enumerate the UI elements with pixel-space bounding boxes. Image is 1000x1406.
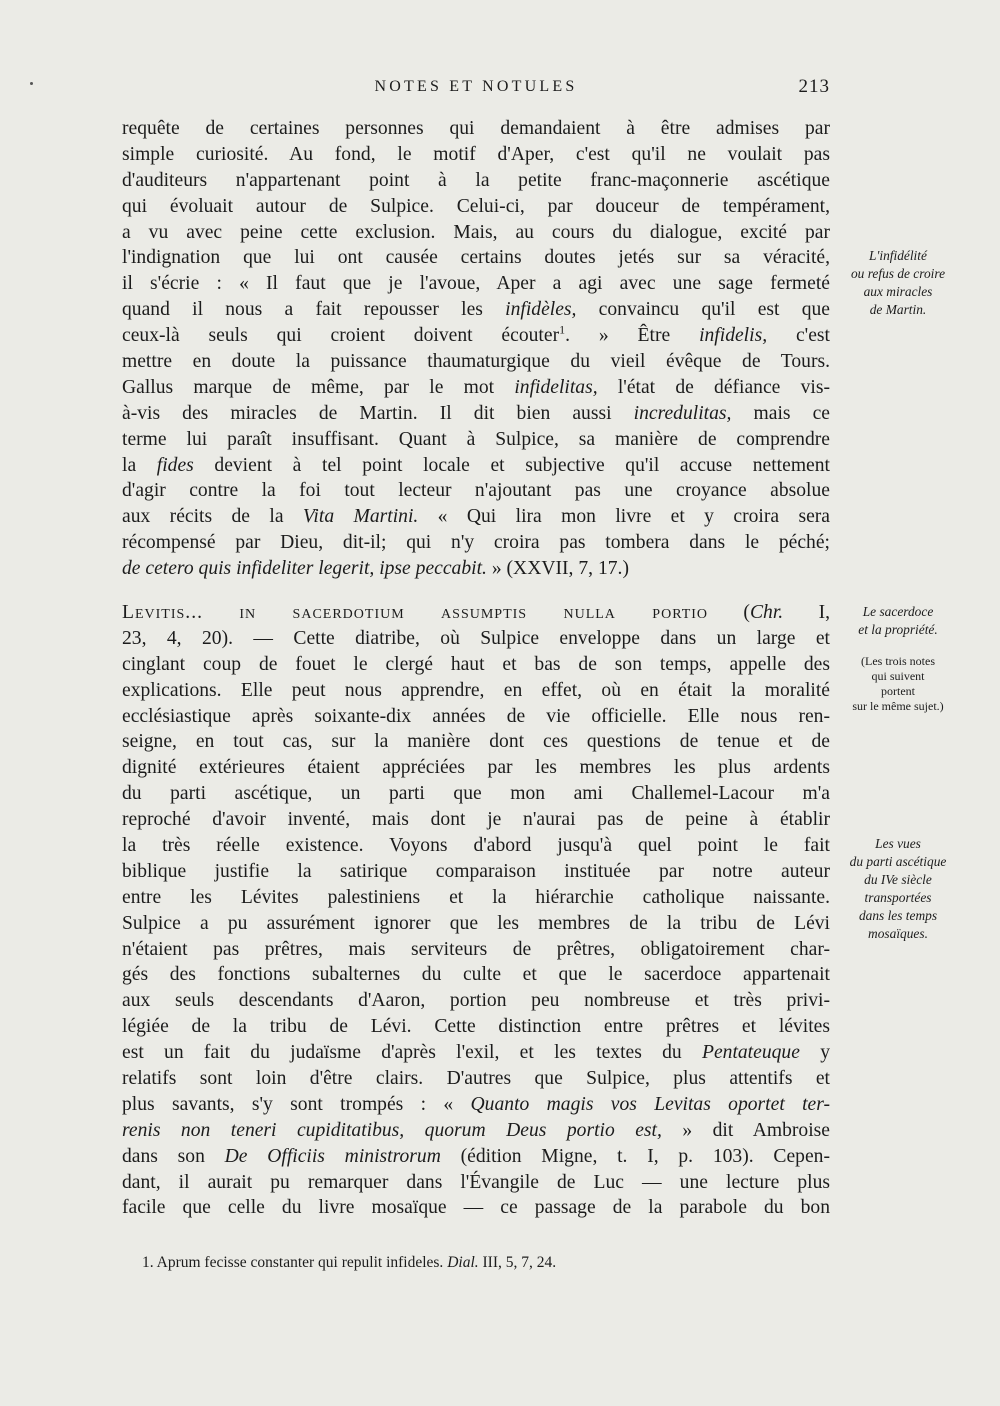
text-run: la bbox=[122, 454, 157, 476]
italic-title: De Officiis ministrorum bbox=[224, 1145, 441, 1167]
text-line: reproché d'avoir inventé, mais dont je n'aurai pas de peine à établir bbox=[122, 809, 830, 831]
text-line: du parti ascétique, un parti que mon ami Challemel-Lacour m'a bbox=[122, 783, 830, 805]
text-line: entre les Lévites palestiniens et la hiérarchie catholique naissante. bbox=[122, 886, 830, 908]
text-run: ( bbox=[708, 602, 750, 623]
text-line: 23, 4, 20). — Cette diatribe, où Sulpice enveloppe dans un large et bbox=[122, 627, 830, 649]
italic-quote: de cetero quis infideliter legerit, ipse peccabit. bbox=[122, 558, 487, 580]
italic-title: Pentateuque bbox=[701, 1042, 800, 1064]
italic-abbrev: Chr. bbox=[749, 602, 784, 623]
text-run: . » Être bbox=[565, 325, 700, 347]
margin-note-priesthood bbox=[832, 603, 964, 639]
margin-note-line: Le sacerdoce bbox=[862, 604, 934, 619]
text-line: aux seuls descendants d'Aaron, portion peu nombreuse et très privi- bbox=[122, 990, 830, 1012]
margin-note-line: (Les trois notes bbox=[861, 654, 935, 668]
page-header bbox=[122, 74, 830, 104]
text-line: dignité extérieures étaient appréciées par les membres les plus ardents bbox=[122, 757, 830, 779]
text-line bbox=[122, 375, 830, 401]
text-line: explications. Elle peut nous apprendre, en effet, où en était la moralité bbox=[122, 679, 830, 701]
italic-quote: renis non teneri cupiditatibus, quorum Deus portio est, bbox=[122, 1119, 662, 1141]
margin-note-line: L'infidélité bbox=[869, 248, 927, 263]
text-line: qui évoluait autour de Sulpice. Celui-ci, par douceur de tempérament, bbox=[122, 195, 830, 217]
text-line: biblique justifie la satirique comparaison instituée par notre auteur bbox=[122, 860, 830, 882]
text-line: ecclésiastique après soixante-dix années de vie officielle. Elle nous ren- bbox=[122, 705, 830, 727]
text-run: (édition Migne, t. I, p. 103). Cepen- bbox=[440, 1145, 830, 1167]
footnote-text: III, 5, 7, 24. bbox=[478, 1254, 557, 1271]
text-line: n'étaient pas prêtres, mais serviteurs de prêtres, obligatoirement char- bbox=[122, 938, 830, 960]
text-run: convaincu qu'il est que bbox=[576, 299, 830, 321]
text-run: quand il nous a fait repousser les bbox=[122, 299, 506, 321]
text-line: l'indignation que lui ont causée certains doutes jetés sur sa véracité, bbox=[122, 247, 830, 269]
footnote-reference: 1 bbox=[559, 322, 566, 337]
print-speck bbox=[30, 82, 33, 85]
text-run: y bbox=[799, 1042, 830, 1064]
text-line bbox=[122, 323, 830, 349]
margin-note-line: Les vues bbox=[875, 836, 921, 851]
margin-note-line: qui suivent bbox=[871, 669, 925, 683]
text-line: mettre en doute la puissance thaumaturgique du vieil évêque de Tours. bbox=[122, 351, 830, 373]
text-line bbox=[122, 401, 830, 427]
margin-note-ascetic-views bbox=[832, 835, 964, 943]
text-line: dant, il aurait pu remarquer dans l'Évangile de Luc — une lecture plus bbox=[122, 1171, 830, 1193]
text-line: d'auditeurs n'appartenant point à la petite franc-maçonnerie ascétique bbox=[122, 169, 830, 191]
text-run: » (XXVII, 7, 17.) bbox=[486, 558, 629, 580]
text-line: relatifs sont loin d'être clairs. D'autres que Sulpice, plus attentifs et bbox=[122, 1068, 830, 1090]
margin-note-line: mosaïques. bbox=[868, 926, 928, 941]
margin-note-infidelity bbox=[832, 247, 964, 319]
margin-note-line: sur le même sujet.) bbox=[852, 699, 944, 713]
text-line bbox=[122, 453, 830, 479]
text-line bbox=[122, 556, 830, 582]
page-number: 213 bbox=[798, 76, 830, 97]
text-line bbox=[122, 297, 830, 323]
text-line bbox=[122, 600, 830, 626]
text-run: dans son bbox=[122, 1145, 225, 1167]
text-line bbox=[122, 1144, 830, 1170]
margin-note-line: du IVe siècle bbox=[864, 872, 932, 887]
text-line: facile que celle du livre mosaïque — ce passage de la parabole du bon bbox=[122, 1197, 830, 1219]
text-line: a vu avec peine cette exclusion. Mais, au cours du dialogue, excité par bbox=[122, 221, 830, 243]
text-line: récompensé par Dieu, dit-il; qui n'y croira pas tombera dans le péché; bbox=[122, 532, 830, 554]
text-run: plus savants, s'y sont trompés : « bbox=[122, 1093, 471, 1115]
text-line: seigne, en tout cas, sur la manière dont ces questions de tenue et de bbox=[122, 731, 830, 753]
running-title: NOTES ET NOTULES bbox=[374, 78, 578, 95]
text-line: requête de certaines personnes qui demandaient à être admises par bbox=[122, 118, 830, 139]
text-line: Sulpice a pu assurément ignorer que les membres de la tribu de Lévi bbox=[122, 912, 830, 934]
text-line: d'agir contre la foi tout lecteur n'ajoutant pas une croyance absolue bbox=[122, 480, 830, 502]
margin-note-line: dans les temps bbox=[858, 908, 938, 923]
italic-term: fides bbox=[156, 454, 194, 476]
margin-note-line: portent bbox=[881, 684, 915, 698]
section-heading: Levitis... in sacerdotium assumptis nulla portio bbox=[122, 602, 709, 623]
margin-note-line: aux miracles bbox=[863, 284, 933, 299]
margin-note-line: et la propriété. bbox=[858, 622, 938, 637]
text-run: est un fait du judaïsme d'après l'exil, et les textes du bbox=[122, 1042, 702, 1064]
text-run: I, bbox=[783, 602, 830, 623]
margin-note-subject bbox=[832, 654, 964, 714]
text-line bbox=[122, 1092, 830, 1118]
text-run: c'est bbox=[767, 325, 830, 347]
italic-term: infidèles, bbox=[505, 299, 577, 321]
footnote-source: Dial. bbox=[447, 1254, 479, 1271]
italic-term: incredulitas, bbox=[633, 402, 732, 424]
margin-note-line: de Martin. bbox=[869, 302, 927, 317]
text-run: mais ce bbox=[731, 402, 830, 424]
text-run: « Qui lira mon livre et y croira sera bbox=[418, 506, 830, 528]
italic-term: infidelitas, bbox=[514, 376, 598, 398]
text-run: » dit Ambroise bbox=[661, 1119, 830, 1141]
margin-note-line: transportées bbox=[864, 890, 932, 905]
text-line: légiée de la tribu de Lévi. Cette distinction entre prêtres et lévites bbox=[122, 1016, 830, 1038]
footnote-text: 1. Aprum fecisse constanter qui repulit infideles. bbox=[142, 1254, 448, 1271]
text-run: Gallus marque de même, par le mot bbox=[122, 376, 515, 398]
text-line: gés des fonctions subalternes du culte et que le sacerdoce appartenait bbox=[122, 964, 830, 986]
paragraph-levites bbox=[122, 600, 830, 1221]
text-line: terme lui paraît insuffisant. Quant à Sulpice, sa manière de comprendre bbox=[122, 428, 830, 450]
italic-quote: Quanto magis vos Levitas oportet ter- bbox=[470, 1093, 830, 1115]
text-line: cinglant coup de fouet le clergé haut et bas de son temps, appelle des bbox=[122, 653, 830, 675]
text-run: devient à tel point locale et subjective qu'il accuse nettement bbox=[193, 454, 830, 476]
paragraph-infidelity bbox=[122, 116, 830, 582]
text-run: ceux-là seuls qui croient doivent écouter bbox=[122, 325, 560, 347]
text-line: simple curiosité. Au fond, le motif d'Aper, c'est qu'il ne voulait pas bbox=[122, 143, 830, 165]
italic-term: infidelis, bbox=[699, 325, 768, 347]
text-line bbox=[122, 1118, 830, 1144]
text-line: la très réelle existence. Voyons d'abord jusqu'à quel point le fait bbox=[122, 835, 830, 857]
footnote bbox=[142, 1254, 556, 1272]
text-run: l'état de défiance vis- bbox=[597, 376, 830, 398]
text-line bbox=[122, 1040, 830, 1066]
italic-title: Vita Martini. bbox=[302, 506, 419, 528]
margin-note-line: du parti ascétique bbox=[849, 854, 947, 869]
text-line bbox=[122, 504, 830, 530]
text-run: aux récits de la bbox=[122, 506, 303, 528]
margin-note-line: ou refus de croire bbox=[850, 266, 946, 281]
text-line: il s'écrie : « Il faut que je l'avoue, Aper a agi avec une sage fermeté bbox=[122, 273, 830, 295]
text-run: à-vis des miracles de Martin. Il dit bien aussi bbox=[122, 402, 634, 424]
